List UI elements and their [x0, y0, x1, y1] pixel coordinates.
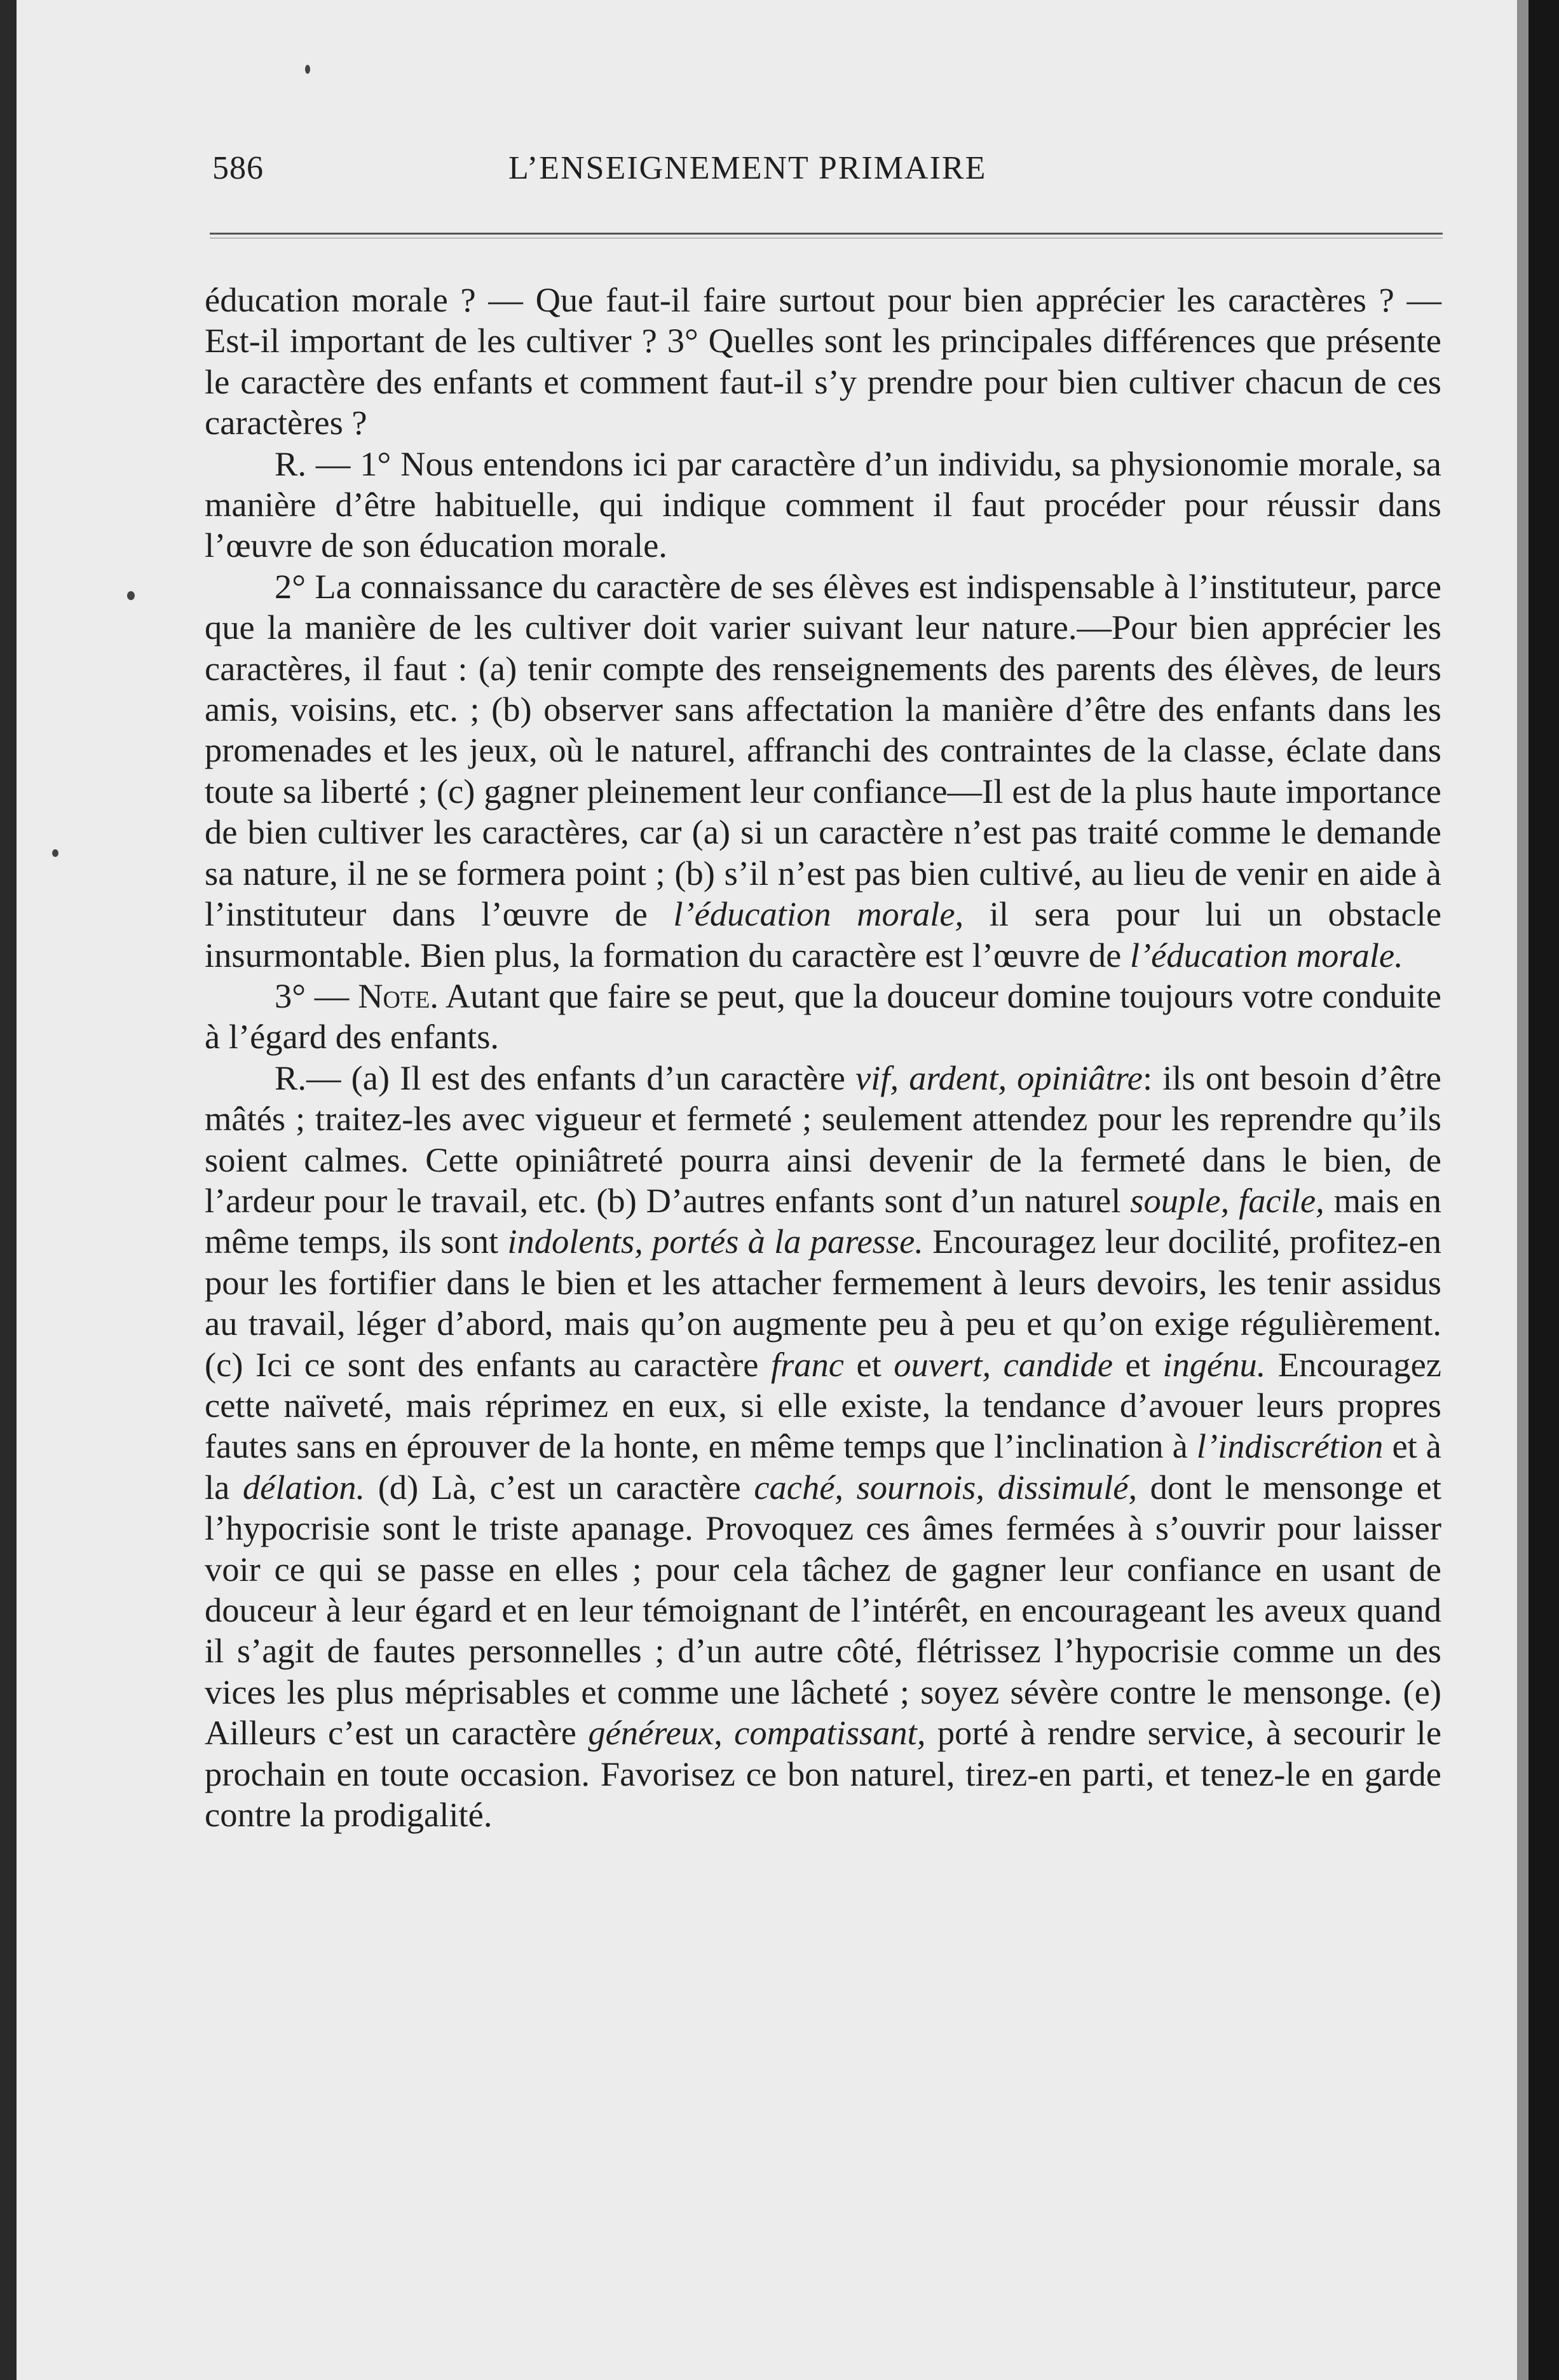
- paragraph-text: éducation morale ? — Que faut-il faire surtout pour bien apprécier les caractères ? — Est-il important de les cultiver ? 3° Quelles sont les principales différences que présente le caractère des enfants et comment faut-il s’y prendre pour bien cultiver chacun de ces caractères ?: [205, 280, 1441, 442]
- italic-text: ouvert, candide: [894, 1344, 1113, 1384]
- paragraph-text: : ils ont besoin d’être mâtés ; traitez-les avec vigueur et fermeté ; seulement attendez pour les reprendre qu’ils soient calmes. Cette opiniâtreté pourra ainsi devenir de la fermeté dans le bien, de l’ardeur pour le travail, etc. (b) D’autres enfants sont d’un naturel: [205, 1058, 1441, 1220]
- paragraph-answer-2: [205, 566, 1441, 976]
- paragraph-text: et à la: [205, 1426, 1441, 1507]
- paragraph-text: porté à rendre service, à secourir le prochain en toute occasion. Favorisez ce bon naturel, tirez-en parti, et tenez-le en garde contre la prodigalité.: [205, 1713, 1442, 1835]
- speck-mark: [127, 591, 135, 600]
- paragraph-text: 2° La connaissance du caractère de ses élèves est indispensable à l’instituteur, parce que la manière de les cultiver doit varier suivant leur nature.—Pour bien apprécier les caractères, il faut : (a) tenir compte des renseignements des parents des élèves, de leurs amis, voisins, etc. ; (b) observer sans affectation la manière d’être des enfants dans les promenades et les jeux, où le naturel, affranchi des contraintes de la classe, éclate dans toute sa liberté ; (c) gagner pleinement leur confiance—Il est de la plus haute importance de bien cultiver les caractères, car (a) si un caractère n’est pas traité comme le demande sa nature, il ne se formera point ; (b) s’il n’est pas bien cultivé, au lieu de venir en aide à l’instituteur dans l’œuvre de: [205, 566, 1441, 934]
- paragraph-note: [205, 976, 1441, 1058]
- speck-mark: [305, 65, 310, 74]
- paragraph-text: dont le mensonge et l’hypocrisie sont le triste apanage. Provoquez ces âmes fermées à s’ouvrir pour laisser voir ce qui se passe en elles ; pour cela tâchez de gagner leur confiance en usant de douceur à leur égard et en leur témoignant de l’intérêt, en encourageant les aveux quand il s’agit de fautes personnelles ; d’un autre côté, flétrissez l’hypocrisie comme un des vices les plus méprisables et comme une lâcheté ; soyez sévère contre le mensonge. (e) Ailleurs c’est un caractère: [205, 1467, 1441, 1753]
- italic-text: l’éducation morale,: [673, 894, 964, 934]
- paragraph-text: Autant que faire se peut, que la douceur domine toujours votre conduite à l’égard des enfants.: [205, 976, 1441, 1057]
- paragraph-answer-3: [205, 1058, 1441, 1836]
- italic-text: généreux, compatissant,: [588, 1713, 926, 1753]
- paragraph-text: Encouragez cette naïveté, mais réprimez en eux, si elle existe, la tendance d’avouer leurs propres fautes sans en éprouver de la honte, en même temps que l’inclination à: [205, 1344, 1441, 1466]
- italic-text: l’éducation morale.: [1129, 935, 1403, 975]
- scan-page-edge: [1517, 0, 1528, 2380]
- italic-text: souple, facile,: [1130, 1180, 1324, 1220]
- note-label: Note.: [358, 976, 439, 1015]
- paragraph-answer-1: [205, 444, 1441, 566]
- paragraph-text: R.— (a) Il est des enfants d’un caractère: [275, 1058, 856, 1097]
- italic-text: franc: [770, 1344, 844, 1384]
- running-head: L’ENSEIGNEMENT PRIMAIRE: [508, 150, 987, 186]
- italic-text: indolents, portés à la paresse.: [507, 1222, 923, 1261]
- italic-text: caché, sournois, dissimulé,: [754, 1467, 1138, 1507]
- page-header: [197, 149, 1443, 200]
- page-number: 586: [212, 150, 264, 186]
- italic-text: délation.: [242, 1467, 365, 1507]
- paragraph-text: il sera pour lui un obstacle insurmontable. Bien plus, la formation du caractère est l’œuvre de: [205, 894, 1442, 975]
- paragraph-text: Encouragez leur docilité, profitez-en pour les fortifier dans le bien et les attacher fermement à leurs devoirs, les tenir assidus au travail, léger d’abord, mais qu’on augmente peu à peu et qu’on exige régulièrement. (c) Ici ce sont des enfants au caractère: [205, 1222, 1441, 1384]
- speck-mark: [52, 849, 58, 857]
- paragraph-text: 3° —: [275, 976, 358, 1015]
- scan-border-right: [1528, 0, 1559, 2380]
- paragraph-text: R. — 1° Nous entendons ici par caractère d’un individu, sa physionomie morale, sa manière d’être habituelle, qui indique comment il faut procéder pour réussir dans l’œuvre de son éducation morale.: [205, 444, 1441, 565]
- paragraph-text: (d) Là, c’est un caractère: [365, 1467, 754, 1507]
- italic-text: vif, ardent, opiniâtre: [855, 1058, 1143, 1097]
- scan-border-left: [0, 0, 17, 2380]
- page-body: [205, 280, 1441, 1835]
- italic-text: ingénu.: [1162, 1344, 1266, 1384]
- paragraph-text: et: [843, 1344, 894, 1384]
- header-rule: [210, 233, 1443, 235]
- italic-text: l’indiscrétion: [1196, 1426, 1384, 1466]
- paragraph-text: mais en même temps, ils sont: [205, 1180, 1441, 1261]
- paragraph-questions: [205, 280, 1441, 444]
- paragraph-text: et: [1113, 1344, 1163, 1384]
